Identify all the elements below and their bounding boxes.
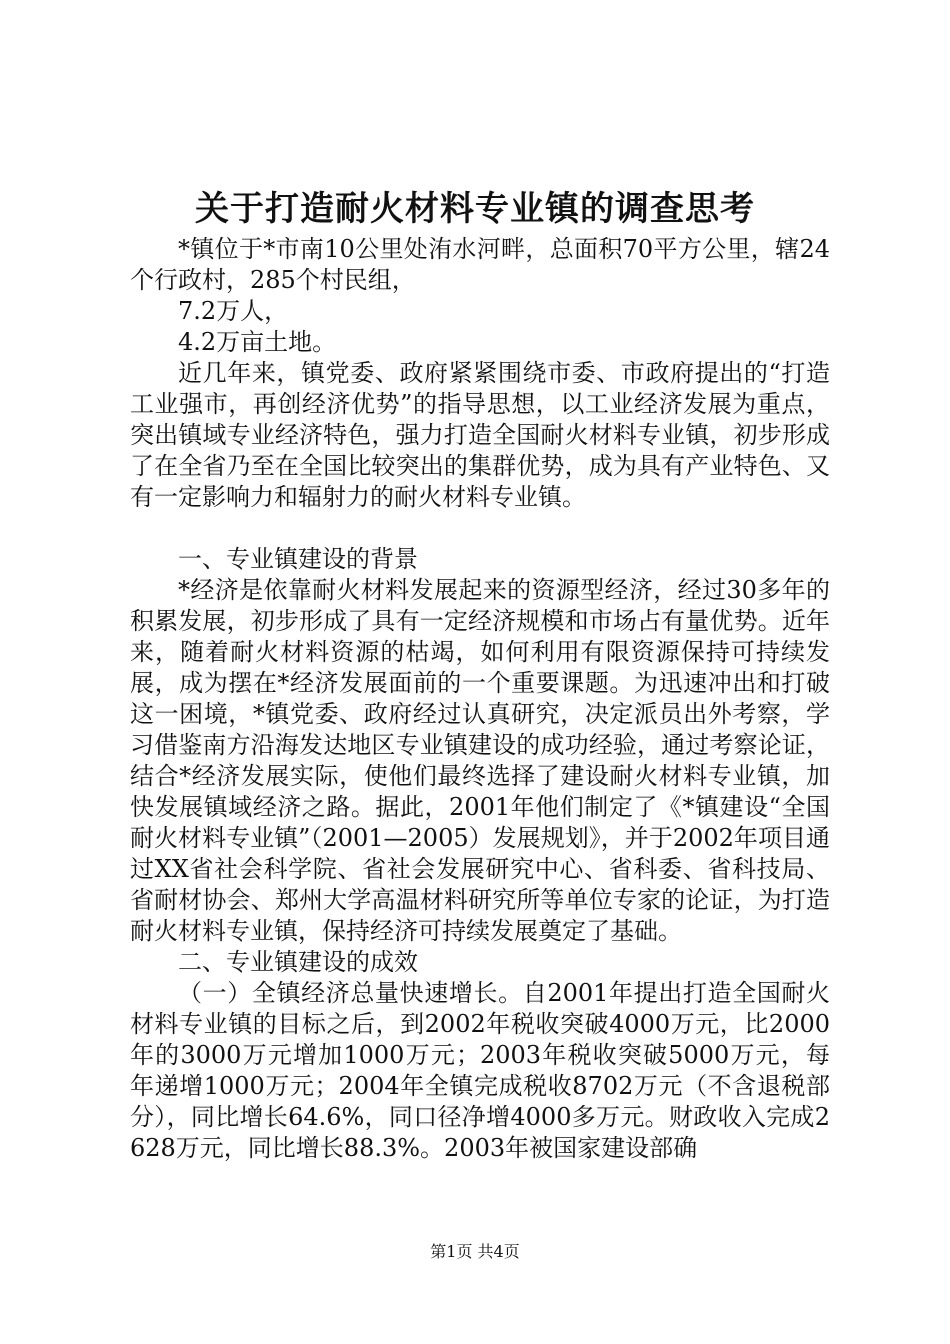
section-heading-background: 一、专业镇建设的背景 — [178, 545, 418, 573]
paragraph-background: *经济是依靠耐火材料发展起来的资源型经济，经过30多年的积累发展，初步形成了具有一定经济规模和市场占有量优势。近年来，随着耐火材料资源的枯竭，如何利用有限资源保持可持续发展，成为摆在*经济发展面前的一个重要课题。为迅速冲出和打破这一困境，*镇党委、政府经过认真研究，决定派员出外考察，学习借鉴南方沿海发达地区专业镇建设的成功经验，通过考察论证，结合*经济发展实际，使他们最终选择了建设耐火材料专业镇，加快发展镇域经济之路。据此，2001年他们制定了《*镇建设“全国耐火材料专业镇”（2001—2005）发展规划》，并于2002年项目通过XX省社会科学院、省社会发展研究中心、省科委、省科技局、省耐材协会、郑州大学高温材料研究所等单位专家的论证，为打造耐火材料专业镇，保持经济可持续发展奠定了基础。 — [130, 576, 830, 945]
paragraph-results: （一）全镇经济总量快速增长。自2001年提出打造全国耐火材料专业镇的目标之后，到2002年税收突破4000万元，比2000年的3000万元增加1000万元；2003年税收突破5000万元，每年递增1000万元；2004年全镇完成税收8702万元（不含退税部分），同比增长64.6%，同口径净增4000多万元。财政收入完成2628万元，同比增长88.3%。2003年被国家建设部确 — [130, 979, 830, 1162]
paragraph-intro: 近几年来，镇党委、政府紧紧围绕市委、市政府提出的“打造工业强市，再创经济优势”的指导思想，以工业经济发展为重点，突出镇域专业经济特色，强力打造全国耐火材料专业镇，初步形成了在全省乃至在全国比较突出的集群优势，成为具有产业特色、又有一定影响力和辐射力的耐火材料专业镇。 — [130, 359, 830, 511]
paragraph-spacer — [130, 513, 830, 544]
paragraph-population: 7.2万人， — [178, 297, 289, 325]
page-footer: 第1页 共4页 — [430, 1242, 520, 1261]
section-heading-results: 二、专业镇建设的成效 — [178, 948, 418, 976]
paragraph-land: 4.2万亩土地。 — [178, 328, 337, 356]
paragraph-location: *镇位于*市南10公里处洧水河畔，总面积70平方公里，辖24个行政村，285个村民组， — [130, 235, 830, 294]
document-body — [130, 234, 830, 1164]
document-title: 关于打造耐火材料专业镇的调查思考 — [195, 189, 755, 229]
